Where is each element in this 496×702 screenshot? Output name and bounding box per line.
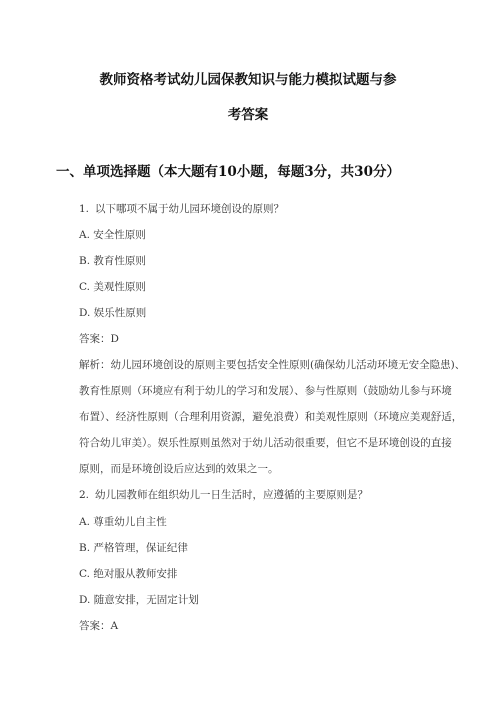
question-1-explanation-line-3: 布置）、经济性原则（合理利用资源，避免浪费）和美观性原则（环境应美观舒适， — [79, 411, 463, 423]
question-1-stem — [79, 202, 284, 216]
question-2-text: 幼儿园教师在组织幼儿一日生活时，应遵循的主要原则是？ — [95, 489, 368, 501]
document-title-line-2: 考答案 — [227, 107, 269, 123]
question-1-explanation-line-4: 符合幼儿审美）。娱乐性原则虽然对于幼儿活动很重要，但它不是环境创设的直接 — [79, 437, 452, 449]
question-1-explanation-line-5: 原则，而是环境创设后应达到的效果之一。 — [79, 463, 279, 475]
question-2-number: 2. — [79, 489, 90, 501]
question-1-option-d: D. 娱乐性原则 — [79, 307, 147, 319]
question-1-answer: 答案：D — [79, 333, 119, 345]
question-2-option-a: A. 尊重幼儿自主性 — [79, 516, 167, 528]
question-1-explanation-line-1: 解析：幼儿园环境创设的原则主要包括安全性原则(确保幼儿活动环境无安全隐患)、 — [79, 359, 466, 371]
question-1-text: 以下哪项不属于幼儿园环境创设的原则？ — [95, 203, 284, 215]
question-1-number: 1. — [79, 203, 90, 215]
question-2-option-b: B. 严格管理，保证纪律 — [79, 542, 188, 554]
question-2-stem — [79, 488, 368, 502]
question-1-option-a: A. 安全性原则 — [79, 229, 146, 241]
question-1-explanation-line-2: 教育性原则（环境应有利于幼儿的学习和发展）、参与性原则（鼓励幼儿参与环境 — [79, 385, 452, 397]
document-title-line-1: 教师资格考试幼儿园保教知识与能力模拟试题与参 — [99, 72, 397, 88]
question-2-option-d: D. 随意安排，无固定计划 — [79, 594, 199, 606]
question-2-option-c: C. 绝对服从教师安排 — [79, 568, 178, 580]
question-1-option-b: B. 教育性原则 — [79, 255, 146, 267]
question-1-option-c: C. 美观性原则 — [79, 281, 146, 293]
section-heading: 一、单项选择题（本大题有10小题，每题3分，共30分） — [56, 164, 400, 180]
question-2-answer: 答案：A — [79, 620, 119, 632]
